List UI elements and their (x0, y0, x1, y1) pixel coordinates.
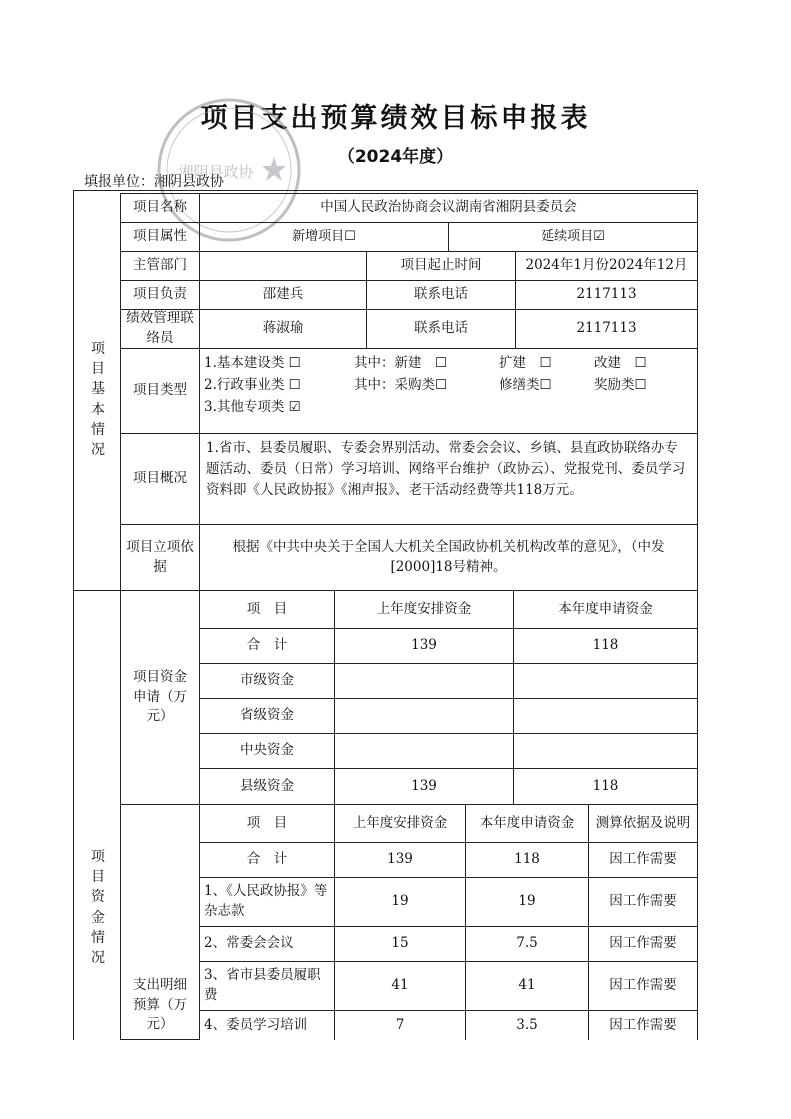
detail-row-basis: 因工作需要 (588, 926, 698, 962)
apply-row-curr (513, 663, 698, 699)
detail-row-label: 4、委员学习培训 (199, 1010, 335, 1040)
type-expand: 扩建 ☐ (499, 355, 552, 371)
divider (73, 590, 121, 591)
value-dept (199, 251, 367, 281)
value-overview: 1.省市、县委员履职、专委会界别活动、常委会会议、乡镇、县直政协联络办专题活动、委员（日常）学习培训、网络平台维护（政协云）、党报党刊、委员学习资料即《人民政协报》《湘声报》、老干活动经费等共118万元。 (199, 433, 698, 525)
type-rebuild: 改建 ☐ (594, 355, 647, 371)
attr-continue (448, 222, 698, 252)
value-leader: 邵建兵 (199, 280, 367, 310)
apply-row-prev (334, 663, 514, 699)
detail-head-curr: 本年度申请资金 (465, 804, 589, 843)
apply-row-label: 合 计 (199, 628, 335, 664)
label-project-type: 项目类型 (120, 348, 200, 434)
apply-head-curr: 本年度申请资金 (513, 590, 698, 629)
apply-row-prev (334, 733, 514, 769)
detail-row-curr: 19 (465, 877, 589, 927)
type-other-special: 3.其他专项类 ☑ (204, 399, 301, 415)
detail-row-curr: 3.5 (465, 1010, 589, 1040)
label-overview: 项目概况 (120, 433, 200, 525)
apply-row-label: 市级资金 (199, 663, 335, 699)
detail-row-curr: 7.5 (465, 926, 589, 962)
detail-row-prev: 41 (334, 961, 466, 1011)
type-purchase: 其中：采购类☐ (354, 377, 448, 393)
apply-row-prev: 139 (334, 768, 514, 805)
label-basis: 项目立项依据 (120, 524, 200, 591)
label-dept: 主管部门 (120, 251, 200, 281)
label-liaison: 绩效管理联络员 (120, 309, 200, 349)
value-period: 2024年1月份2024年12月 (515, 251, 698, 281)
detail-row-prev: 139 (334, 842, 466, 878)
detail-row-prev: 7 (334, 1010, 466, 1040)
label-leader: 项目负责 (120, 280, 200, 310)
filing-unit: 填报单位：湘阴县政协 (84, 174, 224, 190)
detail-row-basis: 因工作需要 (588, 1010, 698, 1040)
label-liaison-phone: 联系电话 (366, 309, 516, 349)
type-new-build: 其中：新建 ☐ (354, 355, 448, 371)
detail-row-label: 2、常委会会议 (199, 926, 335, 962)
detail-row-curr: 41 (465, 961, 589, 1011)
value-project-name: 中国人民政治协商会议湖南省湘阴县委员会 (199, 193, 698, 223)
detail-row-curr: 118 (465, 842, 589, 878)
detail-row-basis: 因工作需要 (588, 961, 698, 1011)
apply-row-label: 省级资金 (199, 698, 335, 734)
attr-new (199, 222, 449, 252)
detail-head-prev: 上年度安排资金 (334, 804, 466, 843)
apply-row-prev: 139 (334, 628, 514, 664)
type-admin: 2.行政事业类 ☐ (204, 377, 301, 393)
detail-row-prev: 15 (334, 926, 466, 962)
apply-row-label: 中央资金 (199, 733, 335, 769)
value-basis: 根据《中共中央关于全国人大机关全国政协机关机构改革的意见》，（中发[2000]18号精神。 (199, 524, 698, 591)
detail-row-label: 1、《人民政协报》等杂志款 (199, 877, 335, 927)
apply-row-label: 县级资金 (199, 768, 335, 805)
checkbox-continue-project: 延续项目☑ (541, 228, 605, 244)
detail-head-item: 项 目 (199, 804, 335, 843)
svg-text:湘阴县政协: 湘阴县政协 (178, 163, 254, 181)
apply-head-item: 项 目 (199, 590, 335, 629)
section-funds-label: 项 目 资 金 情 况 (91, 848, 105, 967)
type-reward: 奖励类☐ (594, 377, 647, 393)
label-project-attr: 项目属性 (120, 222, 200, 252)
value-liaison: 蒋淑瑜 (199, 309, 367, 349)
apply-row-prev (334, 698, 514, 734)
page-subtitle: （2024年度） (337, 147, 454, 167)
apply-row-curr: 118 (513, 628, 698, 664)
section-basic-label: 项 目 基 本 情 况 (91, 340, 105, 459)
label-project-name: 项目名称 (120, 193, 200, 223)
label-period: 项目起止时间 (366, 251, 516, 281)
detail-head-basis: 测算依据及说明 (588, 804, 698, 843)
label-leader-phone: 联系电话 (366, 280, 516, 310)
apply-head-prev: 上年度安排资金 (334, 590, 514, 629)
value-leader-phone: 2117113 (515, 280, 698, 310)
detail-row-label: 合 计 (199, 842, 335, 878)
detail-row-prev: 19 (334, 877, 466, 927)
apply-row-curr (513, 698, 698, 734)
label-detail-budget: 支出明细预算（万元） (120, 804, 200, 1040)
detail-row-basis: 因工作需要 (588, 842, 698, 878)
apply-row-curr (513, 733, 698, 769)
page-title: 项目支出预算绩效目标申报表 (200, 103, 591, 134)
type-basic-construction: 1.基本建设类 ☐ (204, 355, 301, 371)
label-fund-apply: 项目资金申请（万元） (120, 590, 200, 805)
detail-row-basis: 因工作需要 (588, 877, 698, 927)
apply-row-curr: 118 (513, 768, 698, 805)
type-repair: 修缮类☐ (499, 377, 552, 393)
value-liaison-phone: 2117113 (515, 309, 698, 349)
detail-row-label: 3、省市县委员履职费 (199, 961, 335, 1011)
project-type-options (199, 348, 698, 434)
checkbox-new-project: 新增项目☐ (292, 228, 356, 244)
